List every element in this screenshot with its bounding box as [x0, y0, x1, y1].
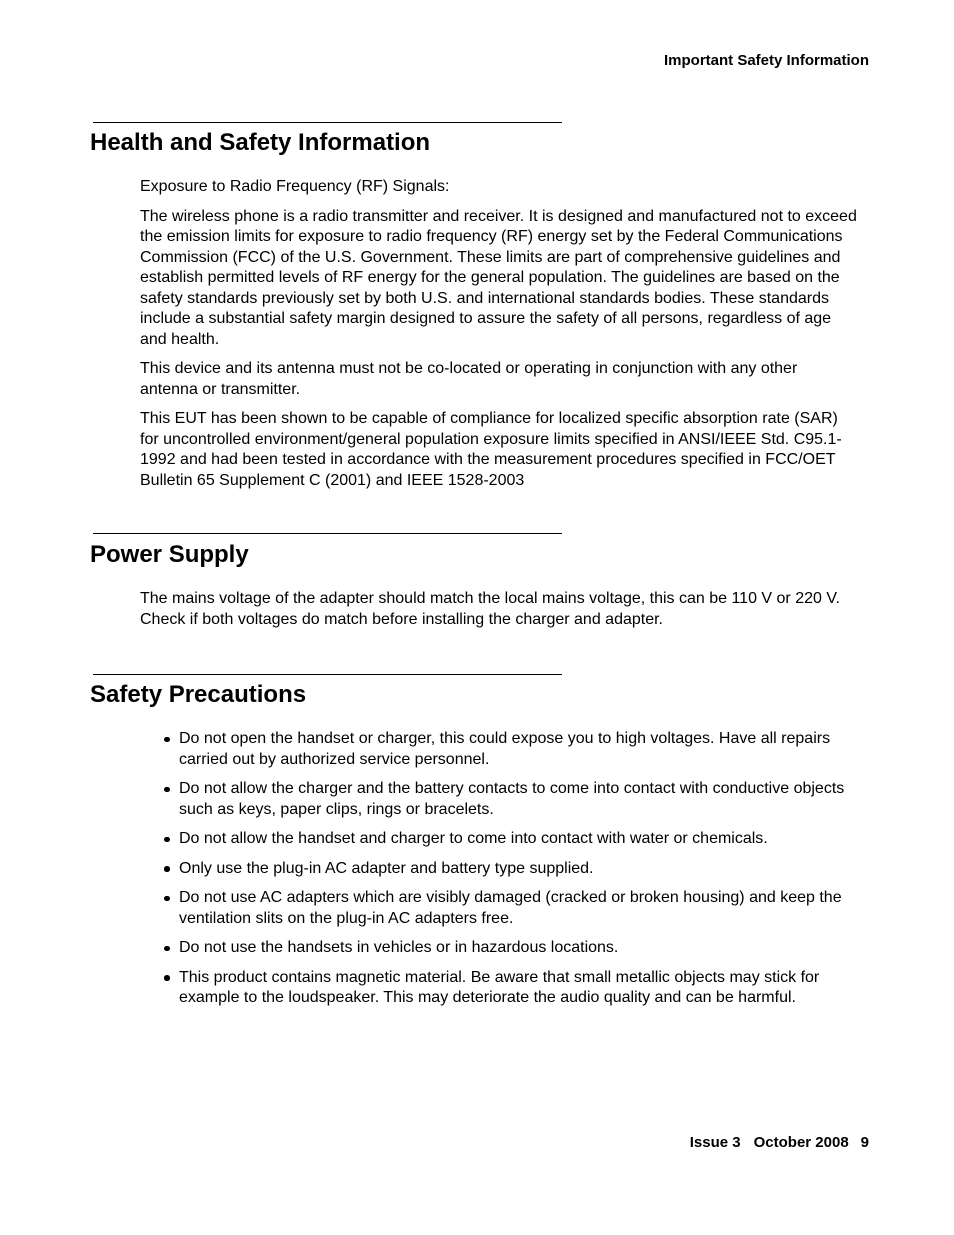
power-body: [140, 589, 858, 639]
list-item-text: This product contains magnetic material. Be aware that small metallic objects may stick for example to the loudspeaker. This may deteriorate the audio quality and can be harmful.: [179, 968, 820, 1006]
bullet-icon: [164, 737, 170, 743]
section-title-power-supply: Power Supply: [90, 541, 249, 568]
section-title-safety-precautions: Safety Precautions: [90, 681, 307, 708]
bullet-icon: [164, 946, 170, 952]
section-divider: [93, 533, 562, 534]
list-item: [140, 729, 858, 770]
page-number: 9: [860, 1134, 869, 1151]
precautions-body: [140, 729, 858, 1018]
rf-transmitter-paragraph: The wireless phone is a radio transmitter and receiver. It is designed and manufactured not to exceed the emission limits for exposure to radio frequency (RF) energy set by the Federal Communications Commission (FCC) of the U.S. Government. These limits are part of comprehensive guidelines and establish permitted levels of RF energy for the general population. The guidelines are based on the safety standards previously set by both U.S. and international standards bodies. These standards include a substantial safety margin designed to assure the safety of all persons, regardless of age and health.: [140, 207, 857, 348]
bullet-icon: [164, 787, 170, 793]
bullet-icon: [164, 866, 170, 872]
footer-issue: Issue 3: [689, 1134, 741, 1151]
antenna-colocation-paragraph: This device and its antenna must not be co-located or operating in conjunction with any other antenna or transmitter.: [140, 360, 798, 398]
list-item: [140, 888, 858, 929]
section-divider: [93, 122, 562, 123]
footer-date: October 2008: [753, 1134, 849, 1151]
precautions-list: [140, 729, 858, 1009]
mains-voltage-paragraph: The mains voltage of the adapter should match the local mains voltage, this can be 110 V or 220 V. Check if both voltages do match before installing the charger and adapter.: [140, 590, 840, 628]
health-body: [140, 177, 858, 500]
list-item-text: Do not allow the handset and charger to come into contact with water or chemicals.: [179, 830, 768, 847]
list-item-text: Do not allow the charger and the battery contacts to come into contact with conductive objects such as keys, paper clips, rings or bracelets.: [179, 780, 845, 818]
section-divider: [93, 674, 562, 675]
page-footer: [690, 1134, 869, 1151]
bullet-icon: [164, 975, 170, 981]
list-item: [140, 938, 858, 959]
rf-exposure-heading: Exposure to Radio Frequency (RF) Signals:: [140, 178, 450, 195]
bullet-icon: [164, 896, 170, 902]
list-item: [140, 829, 858, 850]
list-item-text: Do not use the handsets in vehicles or in hazardous locations.: [179, 939, 619, 956]
section-title-health-and-safety: Health and Safety Information: [90, 129, 431, 156]
bullet-icon: [164, 837, 170, 843]
running-header-title: Important Safety Information: [663, 52, 869, 69]
list-item-text: Do not use AC adapters which are visibly damaged (cracked or broken housing) and keep the ventilation slits on the plug-in AC adapters free.: [179, 889, 842, 927]
list-item: [140, 968, 858, 1009]
sar-compliance-paragraph: This EUT has been shown to be capable of compliance for localized specific absorption rate (SAR) for uncontrolled environment/general population exposure limits specified in ANSI/IEEE Std. C95.1-1992 and had been tested in accordance with the measurement procedures specified in FCC/OET Bulletin 65 Supplement C (2001) and IEEE 1528-2003: [140, 410, 842, 489]
list-item: [140, 859, 858, 880]
list-item-text: Do not open the handset or charger, this could expose you to high voltages. Have all repairs carried out by authorized service personnel.: [179, 730, 831, 768]
list-item: [140, 779, 858, 820]
list-item-text: Only use the plug-in AC adapter and battery type supplied.: [179, 859, 594, 877]
